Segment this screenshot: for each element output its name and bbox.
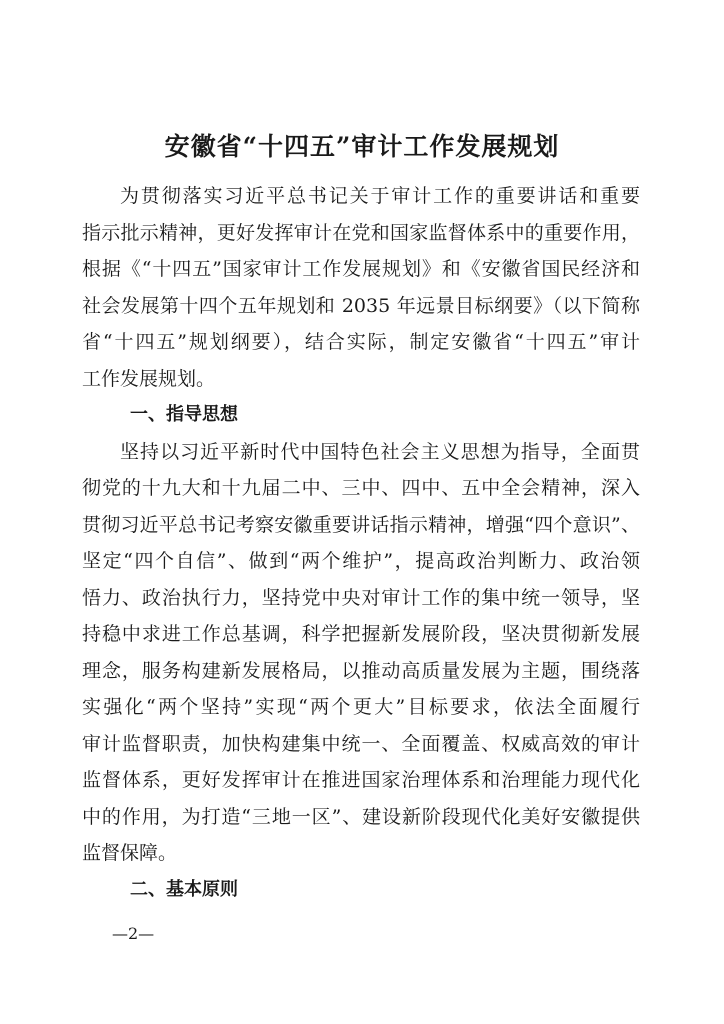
intro-line: 指示批示精神，更好发挥审计在党和国家监督体系中的重要作用， <box>82 221 640 244</box>
section1-line: 理念，服务构建新发展格局，以推动高质量发展为主题，围绕落 <box>82 659 640 682</box>
section1-line: 实强化“两个坚持”实现“两个更大”目标要求，依法全面履行 <box>82 696 640 718</box>
intro-line: 省“十四五”规划纲要），结合实际，制定安徽省“十四五”审计 <box>82 331 640 353</box>
section1-line: 坚定“四个自信”、做到“两个维护”，提高政治判断力、政治领 <box>82 550 640 572</box>
section1-line: 坚持以习近平新时代中国特色社会主义思想为指导，全面贯 <box>120 440 640 463</box>
section1-line: 监督保障。 <box>82 842 178 864</box>
intro-line: 根据《“十四五”国家审计工作发展规划》和《安徽省国民经济和 <box>82 258 640 280</box>
section1-line: 贯彻习近平总书记考察安徽重要讲话指示精神，增强“四个意识”、 <box>82 513 640 536</box>
section-heading-guiding-ideology: 一、指导思想 <box>130 404 238 425</box>
section-heading-basic-principles: 二、基本原则 <box>130 878 238 900</box>
intro-line: 工作发展规划。 <box>82 367 216 390</box>
section1-line: 监督体系，更好发挥审计在推进国家治理体系和治理能力现代化 <box>82 769 640 791</box>
document-title: 安徽省“十四五”审计工作发展规划 <box>164 132 560 161</box>
section1-line: 悟力、政治执行力，坚持党中央对审计工作的集中统一领导，坚 <box>82 586 640 609</box>
page-number: —2— <box>112 924 155 943</box>
section1-line: 中的作用，为打造“三地一区”、建设新阶段现代化美好安徽提供 <box>82 805 640 828</box>
intro-line: 为贯彻落实习近平总书记关于审计工作的重要讲话和重要 <box>120 185 640 207</box>
section1-line: 持稳中求进工作总基调，科学把握新发展阶段，坚决贯彻新发展 <box>82 623 640 645</box>
intro-line: 社会发展第十四个五年规划和 2035 年远景目标纲要》（以下简称 <box>82 294 640 317</box>
document-body <box>82 178 640 908</box>
section1-line: 彻党的十九大和十九届二中、三中、四中、五中全会精神，深入 <box>82 477 640 499</box>
section1-line: 审计监督职责，加快构建集中统一、全面覆盖、权威高效的审计 <box>82 732 640 755</box>
